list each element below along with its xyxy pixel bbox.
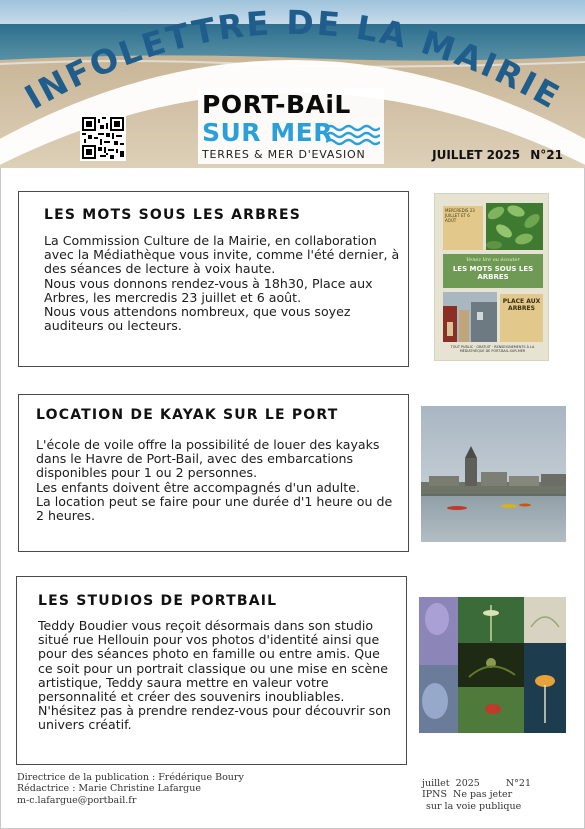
article-body: Teddy Boudier vous reçoit désormais dans son studio situé rue Hellouin pour vos photos d'identité ainsi que pour des séances photo en famille ou entre amis. Que ce soit pour un portrait classique ou une mise en scène artistique, Teddy saura mettre en valeur votre personnalité et créer des souvenirs inoubliables. N'hésitez pas à prendre rendez-vous pour découvrir son univers créatif. xyxy=(38,618,391,733)
footer-date: juillet 2025 xyxy=(422,778,480,789)
qr-code-icon[interactable] xyxy=(80,115,126,161)
article-body: La Commission Culture de la Mairie, en collaboration avec la Médiathèque vous invite, comme l'été dernier, à des séances de lecture à voix haute. Nous vous donnons rendez-vous à 18h30, Place aux Arbres, les mercredis 23 juillet et 6 août. Nous vous attendons nombreux, que vous soyez auditeurs ou lecteurs. xyxy=(44,233,400,334)
editor: Rédactrice : Marie Christine Lafargue xyxy=(17,783,202,795)
poster-leaves-image xyxy=(486,203,543,250)
logo-line2: SUR MER xyxy=(202,118,333,147)
svg-text:INFOLETTRE DE LA MAIRIE: INFOLETTRE DE LA MAIRIE xyxy=(18,2,568,118)
article-title: LES MOTS SOUS LES ARBRES xyxy=(44,207,302,223)
event-poster xyxy=(434,193,549,361)
footer-issue xyxy=(422,778,531,789)
port-bail-logo xyxy=(198,88,384,164)
poster-invite: Venez lire ou écouter xyxy=(466,257,520,263)
publication-notice xyxy=(422,778,531,812)
kayak-harbor-photo xyxy=(421,406,566,542)
publication-credits xyxy=(17,772,244,806)
poster-headline: LES MOTS SOUS LES ARBRES xyxy=(452,265,534,281)
ipns-notice: IPNS Ne pas jeter xyxy=(422,789,513,801)
article-body: L'école de voile offre la possibilité de louer des kayaks dans le Havre de Port-Bail, avec des embarcations disponibles pour 1 ou 2 personnes. Les enfants doivent être accompagnés d'un adulte. La location peut se faire pour une durée d'1 heure ou de 2 heures. xyxy=(36,437,393,524)
article-title: LES STUDIOS DE PORTBAIL xyxy=(38,593,278,609)
poster-footer: TOUT PUBLIC · GRATUIT · RENSEIGNEMENTS À LA MÉDIATHÈQUE DE PORT-BAIL-SUR-MER xyxy=(450,345,535,354)
article-location-kayak xyxy=(18,394,409,552)
poster-headline-block xyxy=(443,254,543,288)
issue-info xyxy=(432,148,563,162)
logo-tagline: TERRES & MER D'EVASION xyxy=(202,148,366,161)
editor-email-link[interactable]: m-c.lafargue@portbail.fr xyxy=(17,794,137,806)
article-studios-portbail xyxy=(16,576,407,765)
newsletter-header xyxy=(0,0,585,168)
article-title: LOCATION DE KAYAK SUR LE PORT xyxy=(36,407,339,423)
ipns-notice-2: sur la voie publique xyxy=(426,800,522,812)
footer-number: N°21 xyxy=(505,778,531,789)
waves-icon xyxy=(326,124,380,146)
poster-dates: MERCREDIS 23 JUILLET ET 6 AOÛT xyxy=(443,206,483,250)
poster-place-photo xyxy=(443,292,497,342)
issue-date: JUILLET 2025 xyxy=(432,148,521,162)
article-mots-sous-les-arbres xyxy=(18,191,409,367)
macro-photo-collage xyxy=(419,597,566,733)
publication-director: Directrice de la publication : Frédérique Boury xyxy=(17,772,244,783)
poster-place: PLACE AUX ARBRES xyxy=(500,294,543,342)
issue-number: N°21 xyxy=(530,148,563,162)
logo-line1: PORT-BAiL xyxy=(202,90,351,119)
